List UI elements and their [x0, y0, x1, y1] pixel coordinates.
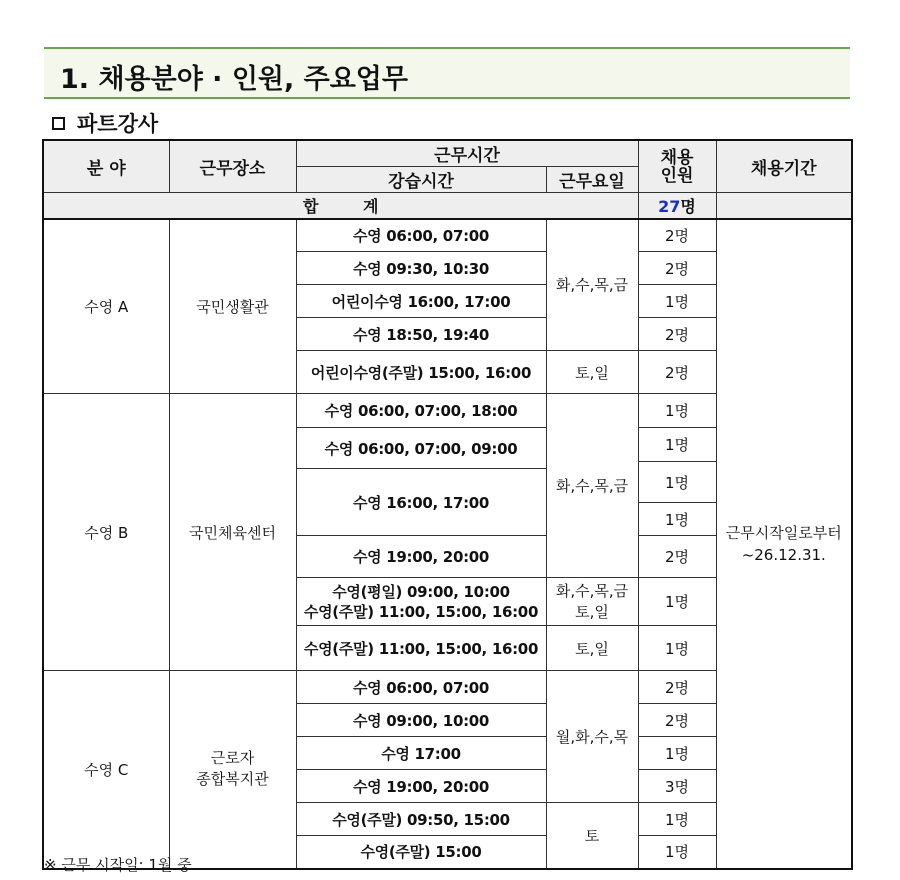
header-place: 근무장소	[169, 140, 296, 193]
field-cell: 수영 A	[43, 219, 169, 394]
header-work-days: 근무요일	[546, 167, 638, 193]
hire-count-cell: 2명	[638, 219, 716, 252]
hire-count-cell: 1명	[638, 836, 716, 869]
work-days-cell: 월,화,수,목	[546, 671, 638, 803]
hire-period-line2: ~26.12.31.	[741, 545, 826, 564]
work-days-cell: 토,일	[546, 626, 638, 671]
header-work-time: 근무시간	[296, 140, 638, 167]
hire-count-cell: 1명	[638, 462, 716, 503]
header-hire-count-line2: 인원	[660, 165, 694, 186]
work-days-weekday: 화,수,목,금	[555, 581, 629, 600]
header-row-1	[43, 140, 852, 167]
place-cell	[169, 671, 296, 869]
class-time-cell: 수영 16:00, 17:00	[296, 469, 546, 536]
field-cell: 수영 C	[43, 671, 169, 869]
class-time-cell: 수영 18:50, 19:40	[296, 318, 546, 351]
place-line1: 근로자	[210, 749, 255, 768]
subsection-title	[52, 108, 158, 138]
class-time-cell: 수영 09:00, 10:00	[296, 704, 546, 737]
work-days-weekend: 토,일	[575, 602, 609, 621]
hire-period-cell	[716, 219, 852, 869]
class-time-cell: 수영 09:30, 10:30	[296, 252, 546, 285]
work-days-cell	[546, 578, 638, 626]
class-time-cell: 수영 19:00, 20:00	[296, 770, 546, 803]
hire-count-cell: 1명	[638, 503, 716, 536]
place-cell: 국민생활관	[169, 219, 296, 394]
hire-count-cell: 3명	[638, 770, 716, 803]
class-time-cell: 수영(주말) 15:00	[296, 836, 546, 869]
total-period-empty	[716, 193, 852, 219]
hire-count-cell: 2명	[638, 671, 716, 704]
footnote: ※ 근무 시작일: 1월 중	[44, 856, 192, 874]
subsection-title-text: 파트강사	[77, 112, 159, 136]
hire-count-cell: 2명	[638, 252, 716, 285]
class-time-cell	[296, 578, 546, 626]
total-row	[43, 193, 852, 219]
class-time-cell: 수영 19:00, 20:00	[296, 536, 546, 578]
hire-count-cell: 1명	[638, 578, 716, 626]
hire-count-cell: 2명	[638, 536, 716, 578]
header-hire-count	[638, 140, 716, 193]
header-class-time: 강습시간	[296, 167, 546, 193]
hire-count-cell: 1명	[638, 803, 716, 836]
hire-count-cell: 1명	[638, 737, 716, 770]
header-field: 분 야	[43, 140, 169, 193]
place-cell: 국민체육센터	[169, 394, 296, 671]
class-time-weekend: 수영(주말) 11:00, 15:00, 16:00	[303, 602, 539, 621]
class-time-cell: 수영 06:00, 07:00	[296, 671, 546, 704]
work-days-cell: 화,수,목,금	[546, 219, 638, 351]
hire-count-cell: 2명	[638, 351, 716, 394]
class-time-cell: 수영 06:00, 07:00, 09:00	[296, 428, 546, 469]
hire-count-cell: 2명	[638, 704, 716, 737]
work-days-cell: 토,일	[546, 351, 638, 394]
class-time-cell: 수영(주말) 11:00, 15:00, 16:00	[296, 626, 546, 671]
class-time-cell: 수영 06:00, 07:00, 18:00	[296, 394, 546, 428]
total-label: 합 계	[43, 193, 638, 219]
total-count-cell	[638, 193, 716, 219]
place-line2: 종합복지관	[196, 770, 269, 789]
hire-count-cell: 2명	[638, 318, 716, 351]
class-time-weekday: 수영(평일) 09:00, 10:00	[332, 582, 510, 601]
recruitment-table	[42, 139, 853, 870]
class-time-cell: 수영 06:00, 07:00	[296, 219, 546, 252]
hire-count-cell: 1명	[638, 285, 716, 318]
field-cell: 수영 B	[43, 394, 169, 671]
header-hire-count-line1: 채용	[660, 147, 694, 168]
hire-count-cell: 1명	[638, 394, 716, 428]
section-title-text: 1. 채용분야 · 인원, 주요업무	[60, 64, 408, 95]
class-time-cell: 어린이수영(주말) 15:00, 16:00	[296, 351, 546, 394]
table-row	[43, 219, 852, 252]
total-count: 27	[658, 196, 681, 216]
total-unit: 명	[680, 196, 696, 216]
hire-count-cell: 1명	[638, 626, 716, 671]
class-time-cell: 수영 17:00	[296, 737, 546, 770]
hire-period-line1: 근무시작일로부터	[725, 523, 842, 542]
work-days-cell: 토	[546, 803, 638, 869]
class-time-cell: 수영(주말) 09:50, 15:00	[296, 803, 546, 836]
header-hire-period: 채용기간	[716, 140, 852, 193]
hire-count-cell: 1명	[638, 428, 716, 462]
work-days-cell: 화,수,목,금	[546, 394, 638, 578]
class-time-cell: 어린이수영 16:00, 17:00	[296, 285, 546, 318]
section-title	[44, 47, 850, 99]
checkbox-square-icon	[52, 117, 65, 130]
